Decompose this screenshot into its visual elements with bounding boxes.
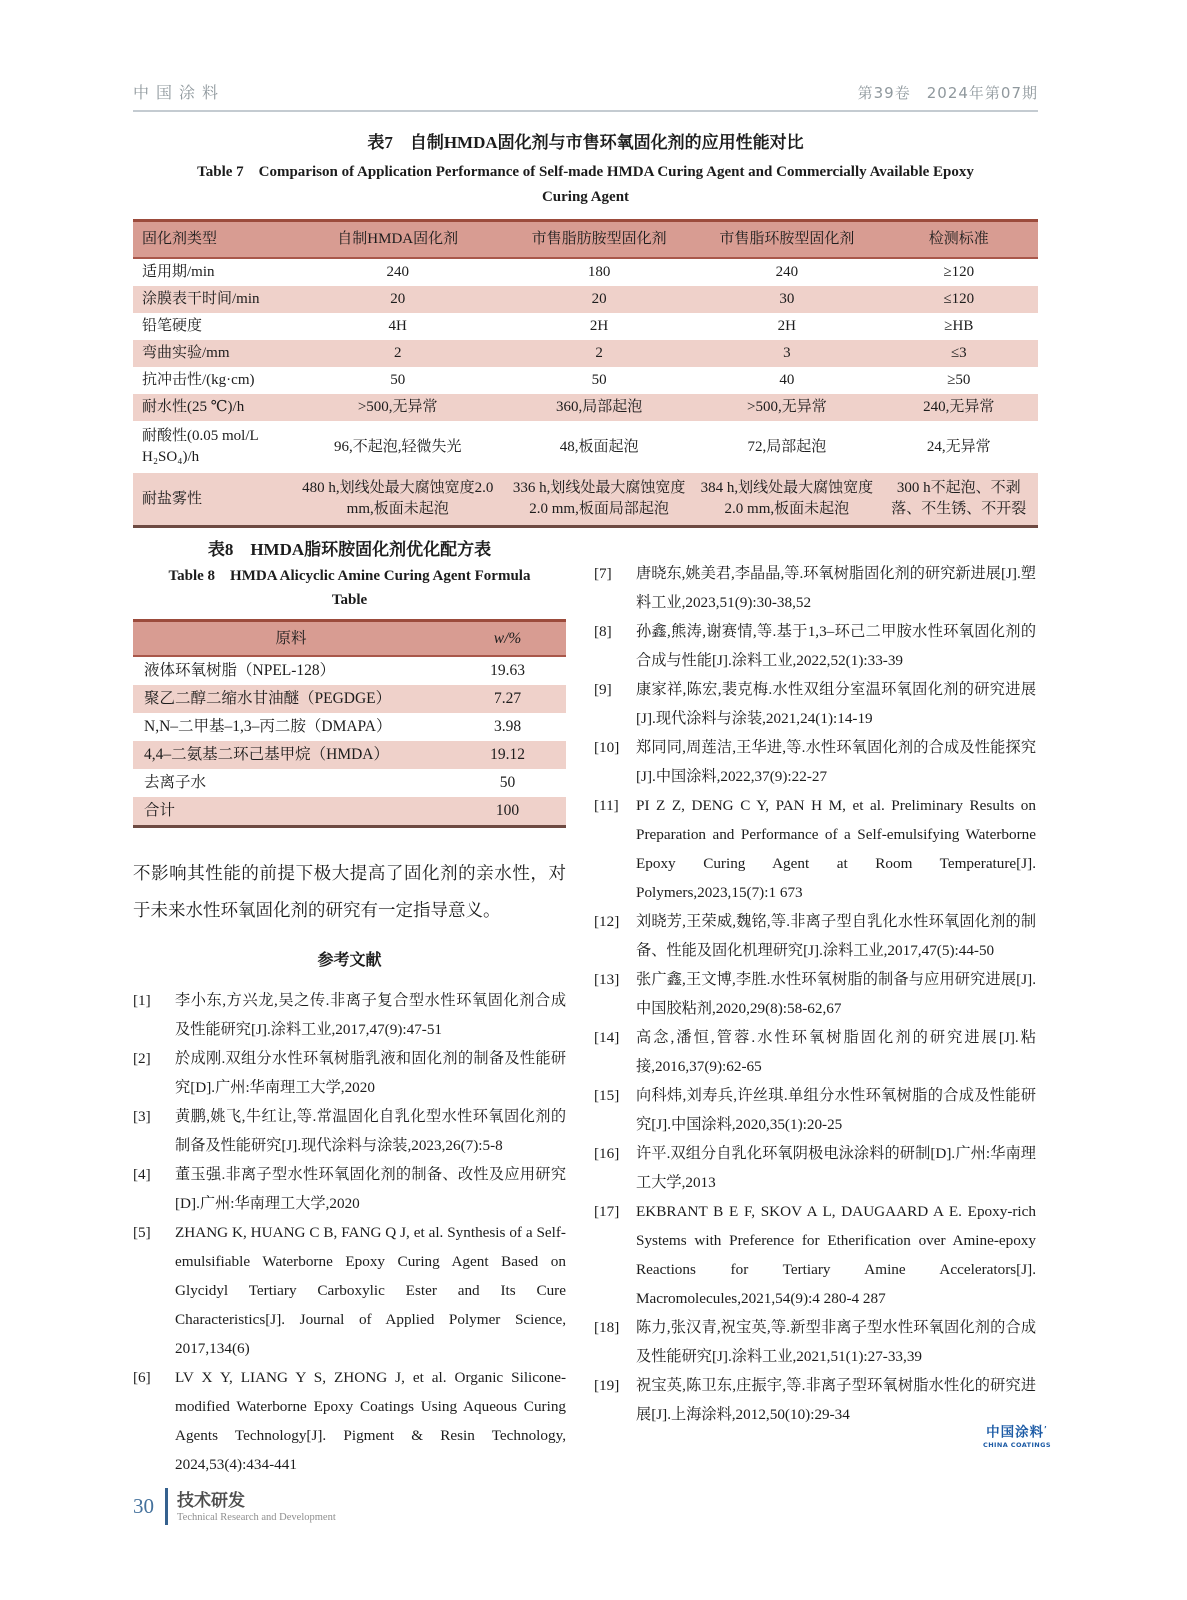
reference-text: 张广鑫,王文博,李胜.水性环氧树脂的制备与应用研究进展[J].中国胶粘剂,2020,29(8):58-62,67 (636, 971, 1036, 1017)
left-column (133, 535, 566, 1479)
issue-info: 第39卷 2024年第07期 (857, 84, 1038, 102)
reference-number: [11] (594, 797, 619, 814)
reference-text: 许平.双组分自乳化环氧阴极电泳涂料的研制[D].广州:华南理工大学,2013 (636, 1145, 1036, 1191)
table7-cell: 弯曲实验/mm (142, 345, 230, 361)
table7-row (133, 473, 1038, 527)
table8-row (133, 797, 566, 827)
references-left (133, 986, 566, 1479)
reference-item (133, 1102, 566, 1160)
table7-cell: ≥50 (947, 372, 971, 388)
table7-cell: 20 (390, 291, 406, 307)
reference-text: 康家祥,陈宏,裴克梅.水性双组分室温环氧固化剂的研究进展[J].现代涂料与涂装,2021,24(1):14-19 (636, 681, 1036, 727)
reference-number: [5] (133, 1223, 151, 1241)
reference-item (594, 1371, 1036, 1429)
table7-col-header: 检测标准 (880, 221, 1038, 259)
reference-text: 向科炜,刘寿兵,许丝琪.单组分水性环氧树脂的合成及性能研究[J].中国涂料,2020,35(1):20-25 (636, 1087, 1036, 1133)
table7-cell: 40 (779, 372, 795, 388)
table8-cell: 50 (499, 774, 516, 791)
table8 (133, 619, 566, 828)
reference-item (594, 1023, 1036, 1081)
footer-section-en: Technical Research and Development (177, 1511, 336, 1523)
table7-cell: 铅笔硬度 (142, 318, 203, 334)
table7-cell: >500,无异常 (357, 399, 438, 415)
table7-row (133, 286, 1038, 313)
logo-trademark-mark: ’ (1044, 1425, 1048, 1433)
reference-text: PI Z Z, DENG C Y, PAN H M, et al. Preliminary Results on Preparation and Performance of a Self-emulsifying Waterborne Epoxy Curing Agent at Room Temperature[J]. Polymers,2023,15(7):1 673 (636, 797, 1036, 901)
logo-cn-text: 中国涂料’ (986, 1424, 1048, 1441)
table8-cell: 19.63 (490, 662, 525, 679)
reference-item (594, 733, 1036, 791)
table7-row (133, 394, 1038, 421)
reference-item (594, 1081, 1036, 1139)
reference-number: [17] (594, 1203, 620, 1220)
table7-cell: 2H (777, 318, 797, 334)
table7-cell: 72,局部起泡 (747, 438, 827, 455)
table7-block (133, 128, 1038, 528)
reference-text: 孙鑫,熊涛,谢赛情,等.基于1,3–环己二甲胺水性环氧固化剂的合成与性能[J].涂料工业,2022,52(1):33-39 (636, 623, 1036, 669)
table7-cell: 2 (393, 345, 402, 361)
table7-cell: 2H (589, 318, 609, 334)
reference-number: [3] (133, 1107, 151, 1125)
reference-number: [7] (594, 565, 612, 582)
reference-number: [9] (594, 681, 612, 698)
table8-col-header: w/% (449, 621, 566, 657)
table7 (133, 219, 1038, 528)
table7-cell: ≥120 (943, 264, 975, 280)
reference-item (594, 675, 1036, 733)
reference-number: [12] (594, 913, 620, 930)
reference-item (133, 986, 566, 1044)
reference-number: [1] (133, 991, 151, 1009)
reference-number: [15] (594, 1087, 620, 1104)
reference-item (594, 965, 1036, 1023)
reference-item (594, 791, 1036, 907)
table7-cell: 360,局部起泡 (555, 399, 643, 415)
table7-cell: 3 (783, 345, 791, 361)
table8-title-en-line2: Table (331, 592, 368, 608)
table8-header-row (133, 621, 566, 657)
table7-cell: ≤3 (950, 345, 967, 361)
reference-item (594, 617, 1036, 675)
reference-text: 祝宝英,陈卫东,庄振宇,等.非离子型环氧树脂水性化的研究进展[J].上海涂料,2012,50(10):29-34 (636, 1377, 1036, 1423)
table8-cell: 聚乙二醇二缩水甘油醚（PEGDGE） (144, 690, 392, 707)
references-right (594, 559, 1036, 1429)
reference-item (133, 1218, 566, 1363)
reference-number: [18] (594, 1319, 620, 1336)
table7-col-header: 固化剂类型 (133, 221, 291, 259)
reference-text: 李小东,方兴龙,吴之传.非离子复合型水性环氧固化剂合成及性能研究[J].涂料工业,2017,47(9):47-51 (175, 991, 566, 1038)
table7-header-row (133, 221, 1038, 259)
table7-cell: 耐盐雾性 (142, 490, 203, 507)
footer-section (177, 1491, 336, 1523)
footer-section-cn: 技术研发 (177, 1490, 245, 1511)
table8-cell: 去离子水 (144, 774, 207, 791)
table7-cell: 20 (591, 291, 607, 307)
table7-cell: 50 (390, 372, 406, 388)
reference-number: [8] (594, 623, 612, 640)
reference-text: 刘晓芳,王荣威,魏铭,等.非离子型自乳化水性环氧固化剂的制备、性能及固化机理研究[J].涂料工业,2017,47(5):44-50 (636, 913, 1036, 959)
table7-cell: 180 (587, 264, 611, 280)
table8-row (133, 769, 566, 797)
reference-text: 董玉强.非离子型水性环氧固化剂的制备、改性及应用研究[D].广州:华南理工大学,2020 (175, 1165, 566, 1212)
reference-number: [4] (133, 1165, 151, 1183)
table7-cell: ≤120 (943, 291, 975, 307)
table7-cell: 4H (388, 318, 407, 334)
table8-cell: 7.27 (493, 690, 522, 707)
table8-col-header: 原料 (133, 621, 449, 657)
reference-text: 黄鹏,姚飞,牛红让,等.常温固化自乳化型水性环氧固化剂的制备及性能研究[J].现代涂料与涂装,2023,26(7):5-8 (175, 1107, 566, 1154)
reference-text: 高念,潘恒,管蓉.水性环氧树脂固化剂的研究进展[J].粘接,2016,37(9):62-65 (636, 1029, 1036, 1075)
table7-col-header: 市售脂环胺型固化剂 (694, 221, 880, 259)
table7-col-header: 自制HMDA固化剂 (291, 221, 504, 259)
reference-text: ZHANG K, HUANG C B, FANG Q J, et al. Synthesis of a Self-emulsifiable Waterborne Epoxy Curing Agent Based on Glycidyl Tertiary Carboxylic Ester and Its Cure Characteristics[J]. Journal of Applied Polymer Science, 2017,134(6) (175, 1223, 566, 1357)
table7-row (133, 340, 1038, 367)
table8-title-cn: 表8 HMDA脂环胺固化剂优化配方表 (207, 540, 492, 559)
table8-row (133, 713, 566, 741)
table8-cell: 19.12 (490, 746, 525, 763)
table8-cell: 液体环氧树脂（NPEL-128） (144, 662, 336, 679)
reference-item (594, 559, 1036, 617)
reference-number: [6] (133, 1368, 151, 1386)
table7-cell: 240 (386, 264, 409, 280)
table7-cell: 耐水性(25 ℃)/h (142, 399, 245, 415)
table7-row (133, 421, 1038, 473)
table8-row (133, 685, 566, 713)
reference-item (133, 1160, 566, 1218)
table7-title-en-line2: Curing Agent (541, 189, 630, 205)
reference-text: EKBRANT B E F, SKOV A L, DAUGAARD A E. Epoxy-rich Systems with Preference for Etherification over Amine-epoxy Reactions for Tertiary Amine Accelerators[J]. Macromolecules,2021,54(9):4 280-4 287 (636, 1203, 1036, 1307)
reference-item (594, 1139, 1036, 1197)
table7-title-cn: 表7 自制HMDA固化剂与市售环氧固化剂的应用性能对比 (367, 133, 804, 152)
table7-row (133, 367, 1038, 394)
footer-divider-bar (165, 1488, 168, 1525)
page-footer (133, 1488, 336, 1525)
table7-cell: 50 (591, 372, 607, 388)
reference-number: [14] (594, 1029, 620, 1046)
table7-row (133, 258, 1038, 286)
reference-text: 唐晓东,姚美君,李晶晶,等.环氧树脂固化剂的研究新进展[J].塑料工业,2023,51(9):30-38,52 (636, 565, 1036, 611)
table7-cell: 336 h,划线处最大腐蚀宽度2.0 mm,板面局部起泡 (512, 480, 686, 517)
table7-row (133, 313, 1038, 340)
table7-cell: 抗冲击性/(kg·cm) (142, 372, 255, 388)
reference-number: [16] (594, 1145, 620, 1162)
logo-en-text: CHINA COATINGS (983, 1440, 1051, 1449)
journal-name: 中国涂料 (133, 83, 226, 102)
page-number: 30 (133, 1494, 154, 1518)
reference-number: [13] (594, 971, 620, 988)
table7-cell: 30 (779, 291, 795, 307)
reference-item (133, 1044, 566, 1102)
table7-cell: 240 (775, 264, 799, 280)
table7-col-header: 市售脂肪胺型固化剂 (504, 221, 694, 259)
table8-row (133, 741, 566, 769)
references-heading: 参考文献 (317, 951, 382, 969)
china-coatings-logo (982, 1422, 1052, 1449)
table7-cell: 300 h不起泡、不剥落、不生锈、不开裂 (891, 480, 1027, 517)
table7-cell: 耐酸性(0.05 mol/L H₂SO₄)/h (142, 428, 259, 465)
reference-item (594, 1197, 1036, 1313)
table7-title-en-line1: Table 7 Comparison of Application Performance of Self-made HMDA Curing Agent and Commercially Available Epoxy (197, 164, 974, 180)
table7-cell: 96,不起泡,轻微失光 (333, 438, 462, 455)
table7-cell: 涂膜表干时间/min (142, 291, 260, 307)
table8-row (133, 656, 566, 685)
body-paragraph: 不影响其性能的前提下极大提高了固化剂的亲水性，对于未来水性环氧固化剂的研究有一定指导意义。 (133, 863, 566, 920)
table8-cell: 100 (495, 802, 520, 819)
reference-item (594, 907, 1036, 965)
table8-title-en-line1: Table 8 HMDA Alicyclic Amine Curing Agent Formula (168, 568, 531, 584)
reference-number: [2] (133, 1049, 151, 1067)
table8-cell: 4,4–二氨基二环己基甲烷（HMDA） (144, 746, 389, 763)
table7-cell: 24,无异常 (926, 438, 991, 455)
table7-cell: 384 h,划线处最大腐蚀宽度2.0 mm,板面未起泡 (700, 480, 874, 517)
table7-cell: 48,板面起泡 (559, 438, 639, 455)
right-column (594, 549, 1036, 1429)
table7-cell: 480 h,划线处最大腐蚀宽度2.0 mm,板面未起泡 (302, 480, 494, 517)
reference-number: [19] (594, 1377, 620, 1394)
reference-text: LV X Y, LIANG Y S, ZHONG J, et al. Organic Silicone-modified Waterborne Epoxy Coatings Using Aqueous Curing Agents Technology[J]. Pigment & Resin Technology, 2024,53(4):434-441 (175, 1368, 566, 1473)
table8-cell: 3.98 (493, 718, 522, 735)
table7-cell: >500,无异常 (746, 399, 827, 415)
reference-text: 陈力,张汉青,祝宝英,等.新型非离子型水性环氧固化剂的合成及性能研究[J].涂料工业,2021,51(1):27-33,39 (636, 1319, 1036, 1365)
page-header (133, 80, 1038, 112)
table8-cell: 合计 (144, 802, 176, 819)
table7-cell: ≥HB (944, 318, 974, 334)
table7-cell: 2 (595, 345, 603, 361)
table7-cell: 240,无异常 (923, 399, 995, 415)
reference-item (133, 1363, 566, 1479)
table8-cell: N,N–二甲基–1,3–丙二胺（DMAPA） (144, 718, 392, 735)
reference-text: 郑同同,周莲洁,王华进,等.水性环氧固化剂的合成及性能探究[J].中国涂料,2022,37(9):22-27 (636, 739, 1036, 785)
table7-cell: 适用期/min (142, 264, 215, 280)
reference-item (594, 1313, 1036, 1371)
reference-text: 於成刚.双组分水性环氧树脂乳液和固化剂的制备及性能研究[D].广州:华南理工大学,2020 (175, 1049, 566, 1096)
reference-number: [10] (594, 739, 620, 756)
